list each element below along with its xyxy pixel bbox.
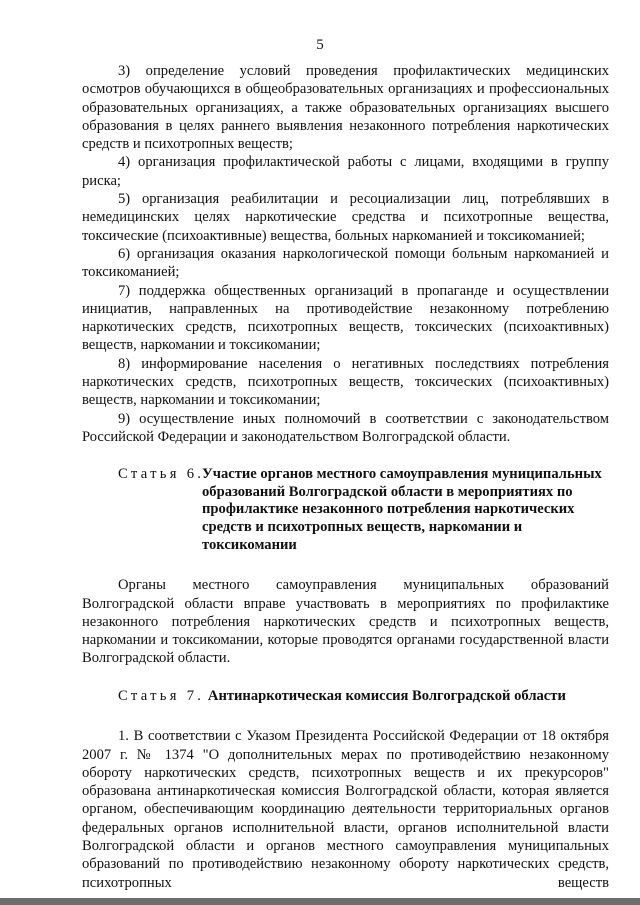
page-number: 5 xyxy=(316,37,324,53)
article-6-heading xyxy=(82,466,609,554)
list-item-5: 5) организация реабилитации и ресоциализации лиц, потреблявших в немедицинских целях наркотические средства и психотропные вещества, токсические (психоактивные) вещества, больных наркоманией и токсикоманией; xyxy=(82,191,609,244)
article-7-text: 1. В соответствии с Указом Президента Российской Федерации от 18 октября 2007 г. № 1374 "О дополнительных мерах по противодействию незаконному обороту наркотических средств, психотропных веществ и их прекурсоров" образована антинаркотическая комиссия Волгоградской области, которая является органом, обеспечивающим координацию деятельности территориальных органов федеральных органов исполнительной власти, органов исполнительной власти Волгоградской области и органов местного самоуправления муниципальных образований по противодействию незаконному обороту наркотических средств, психотропных веществ xyxy=(82,728,609,891)
scan-bottom-edge xyxy=(0,898,640,905)
article-7-heading xyxy=(82,688,609,706)
article-6-label: Статья 6. xyxy=(118,466,205,483)
document-body xyxy=(82,62,609,892)
list-item-8: 8) информирование населения о негативных последствиях потребления наркотических средств, психотропных веществ, токсических (психоактивных) веществ, наркомании и токсикомании; xyxy=(82,355,609,409)
list-item-3: 3) определение условий проведения профилактических медицинских осмотров обучающихся в общеобразовательных организациях и профессиональных образовательных организациях, а также образовательных организациях высшего образования в целях раннего выявления незаконного потребления наркотических средств и психотропных веществ; xyxy=(82,63,609,153)
article-7-title: Антинаркотическая комиссия Волгоградской области xyxy=(207,687,566,704)
list-item-7: 7) поддержка общественных организаций в пропаганде и осуществлении инициатив, направленных на противодействие незаконному потреблению наркотических средств, психотропных веществ, токсических (психоактивных) веществ, наркомании и токсикомании; xyxy=(82,282,609,354)
article-7-label: Статья 7. xyxy=(118,687,205,704)
list-item-9: 9) осуществление иных полномочий в соответствии с законодательством Российской Федерации и законодательством Волгоградской области. xyxy=(82,410,609,445)
article-6-title: Участие органов местного самоуправления муниципальных образований Волгоградской области в мероприятиях по профилактике незаконного потребления наркотических средств и психотропных веществ, наркомании и токсикомании xyxy=(202,466,602,553)
article-6-text: Органы местного самоуправления муниципальных образований Волгоградской области вправе участвовать в мероприятиях по профилактике незаконного потребления наркотических средств и психотропных веществ, наркомании и токсикомании, которые проводятся органами государственной власти Волгоградской области. xyxy=(82,577,609,667)
list-item-4: 4) организация профилактической работы с лицами, входящими в группу риска; xyxy=(82,154,609,189)
list-item-6: 6) организация оказания наркологической помощи больным наркоманией и токсикоманией; xyxy=(82,245,609,281)
